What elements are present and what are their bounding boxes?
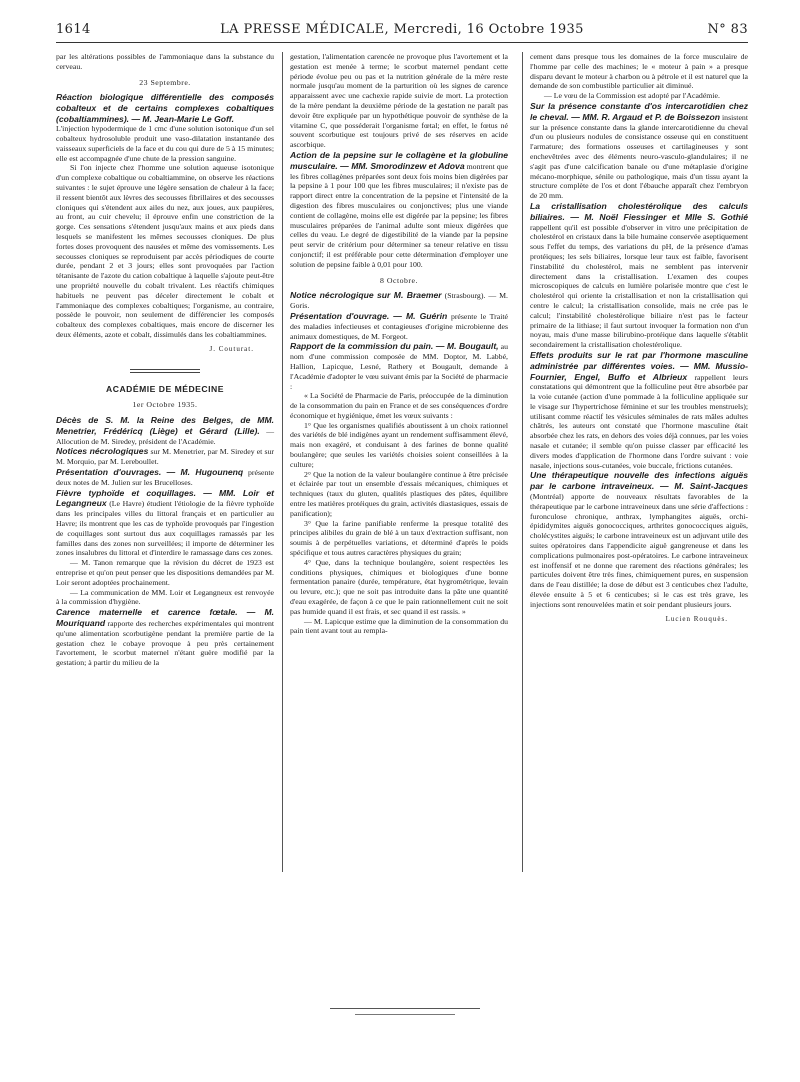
column-1 [56, 52, 274, 668]
article-title: Une thérapeutique nouvelle des infections aiguës par le carbone intraveineux. — M. Saint-Jacques [530, 470, 748, 492]
end-rule [355, 1014, 455, 1015]
end-rule [330, 1008, 480, 1009]
signature: J. Couturat. [209, 344, 254, 353]
paragraph: rapporte des recherches expérimentales qui montrent qu'une alimentation scorbutigène pendant la première partie de la gestation chez le cobaye provoque à peu près certainement l'avortement, le scorbut maternel n'étant guère modifié par la gestation; à partir du milieu de la [56, 619, 275, 668]
paragraph: — La communication de MM. Loir et Legangneux est renvoyée à la commission d'hygiène. [56, 587, 274, 607]
paragraph: sur M. Menetrier, par M. Siredey et sur M. Morquio, par M. Lereboullet. [56, 447, 275, 467]
session-date: 1er Octobre 1935. [132, 400, 198, 410]
column-divider [282, 52, 283, 872]
paragraph: présente le Traité des maladies infectieuses et contagieuses d'origine microbienne des animaux domestiques, de M. Forgeot. [290, 311, 509, 341]
section-heading: ACADÉMIE DE MÉDECINE [106, 383, 224, 394]
quoted-paragraph: « La Société de Pharmacie de Paris, préoccupée de la diminution de la consommation du pain en France et de ses conséquences d'ordre économique et hygiénique, émet les vœux suivants : [290, 391, 508, 420]
article-title: Notices nécrologiques [56, 446, 149, 457]
column-2 [290, 52, 508, 636]
paragraph: présente deux notes de M. Julien sur les Brucelloses. [56, 468, 274, 487]
header-rule [56, 42, 748, 43]
paragraph: (Le Havre) étudient l'étiologie de la fièvre typhoïde dans les principales villes du littoral français et en particulier au Havre; ils montrent que les cas de typhoïde provoqués par l'ingestion de coquillages sont surtout dus aux coquillages ramassés par les familles dans des zones non surveillées; il importe de déterminer les zones insalubres du littoral et d'interdire le ramassage dans ces zones. [56, 499, 274, 558]
issue-number: N° 83 [707, 22, 748, 37]
session-date: 8 Octobre. [380, 275, 418, 285]
paragraph: — Le vœu de la Commission est adopté par l'Académie. [544, 91, 720, 101]
paragraph: Si l'on injecte chez l'homme une solution aqueuse isotonique d'un complexe cobaltique ou cobaltiammine, on observe les réactions suivantes : le sujet éprouve une légère sensation de chaleur à la face; il ressent bientôt aux lèvres des secousses fibrillaires et des secousses cloniques qui s'étendent aux ailes du nez, aux joues, aux paupières, au front, au cuir chevelu; il éprouve enfin une constriction de la gorge. Ces sensations s'étendent jusqu'aux mains et aux pieds dans lesquels se manifestent les mêmes secousses cloniques. De plus fortes doses provoquent des nausées et même des vomissements. Les secousses cloniques se reproduisent par accès périodiques de courte durée, pendant 2 et 3 jours; elles sont provoquées par l'action tétanisante de l'azote du cation cobaltique à laquelle s'ajoute peut-être une propriété nouvelle du cobalt trivalent. Les réactifs chimiques habituels ne peuvent pas déceler directement le cobalt et l'ammoniaque des complexes cobaltiques; l'organisme, au contraire, possède le pouvoir, non seulement de différencier les composés cobalteux des complexes cobaltiques, mais encore de discerner les deux éléments, azote et cobalt, dissimulés dans les cobaltiammines. [56, 163, 274, 339]
article-title: Présentation d'ouvrages. — M. Hugounenq [56, 467, 244, 478]
column-3 [530, 52, 748, 624]
session-date: 23 Septembre. [139, 77, 191, 87]
journal-title: LA PRESSE MÉDICALE, Mercredi, 16 Octobre 1935 [220, 22, 584, 37]
paragraph: rappellent leurs constatations qui démontrent que la folliculine peut être absorbée par la voie cutanée (action d'une pommade à la folliculine appliquée sur le visage sur l'hypertrichose féminine et sur les troubles menstruels); utilisant comme réactif les vésicules séminales de rats mâles adultes châtrés, les auteurs ont constaté que l'hormone masculine était absorbée chez les rats, en dehors des voies déjà connues, par les voies nasale et cutanée; il semble qu'on puisse classer par efficacité les divers modes d'application de l'hormone dans l'ordre suivant : voie nasale, injections sous-cutanées, voie buccale, frictions cutanées. [530, 372, 748, 470]
paragraph: L'injection hypodermique de 1 cmc d'une solution isotonique d'un sel cobalteux hydrosoluble produit une vaso-dilatation instantanée des vaisseaux superficiels de la face et du cou qui dure de 5 à 15 minutes; elle est accompagnée d'une chute de la pression sanguine. [56, 124, 274, 163]
article-title: Carence maternelle et carence fœtale. — M. Mouriquand [56, 607, 274, 629]
column-divider [522, 52, 523, 872]
article-title: Fièvre typhoïde et coquillages. — MM. Loir et Legangneux [56, 487, 274, 509]
paragraph: gestation, l'alimentation carencée ne provoque plus l'avortement et la gestation est menée à terme; le scorbut maternel pendant cette période évolue peu ou pas et la nutrition générale de la mère reste normale jusqu'au moment de la parturition où les signes de carence apparaissent avec une cachexie rapide suivie de mort. La protection de la mère pendant la deuxième période de la gestation ne paraît pas devoir être expliquée par un hypothétique pouvoir de synthèse de la vitamine C, que posséderait l'organisme fœtal; en effet, le fœtus né souvent scorbutique est toujours privé de ses réserves en acide ascorbique. [290, 52, 508, 150]
article-title: Présentation d'ouvrage. — M. Guérin [290, 310, 448, 321]
vow-item: 1° Que les organismes qualifiés aboutissent à un choix rationnel des variétés de blé indigènes ayant un rendement suffisamment élevé, mais non exagéré, et conduisant à des farines de bonne qualité boulangère; que seules les variétés choisies soient conseillées à la culture; [290, 420, 508, 469]
paragraph: au nom d'une commission composée de MM. Doptor, M. Labbé, Hallion, Lapicque, Lesné, Rathery et Bougault, demande à l'Académie d'adopter le vœu suivant émis par la Société de pharmacie : [290, 342, 509, 391]
paragraph: — Allocution de M. Siredey, président de l'Académie. [56, 426, 274, 446]
signature: Lucien Rouquès. [665, 614, 728, 623]
vow-item: 2° Que la notion de la valeur boulangère continue à être précisée et éclairée par tout un ensemble d'essais mécaniques, chimiques et techniques (taux du gluten, qualités plastiques des pâtes, équilibre entre les matières protéiques du grain, activités diastasiques, essais de panification); [290, 469, 508, 518]
paragraph: rappellent qu'il est possible d'observer in vitro une précipitation de cholestérol en cristaux dans la bile humaine conservée aseptiquement sous l'effet du temps, des variations du pH, de la présence d'amas protéiques; les sels biliaires, lorsque leur taux est faible, favorisent l'instabilité du cholestérol, mais ne semblent pas intervenir directement dans la cristallisation. L'examen des coupes microscopiques de calculs en lumière polarisée montre que c'est le cholestérol qui oriente la cristallisation et non la cristallisation qui centre le calcul; la cristallisation consolide, mais ne crée pas le calcul; l'instabilité cholestérolique biliaire n'est pas le facteur primaire de la lithiase; il faut surtout invoquer la formation non d'un noyau, mais d'une masse bilirubino-protéique dans laquelle s'établit secondairement la cristallisation cholestérolique. [530, 222, 748, 350]
page-number: 1614 [56, 22, 91, 37]
paragraph: par les altérations possibles de l'ammoniaque dans la substance du cerveau. [56, 52, 274, 71]
paragraph: cement dans presque tous les domaines de la force musculaire de l'homme par celle des machines; le « moteur à pain » a presque disparu devant le moteur à charbon ou à pétrole et il est naturel que la demande de son combustible particulier ait diminué. [530, 52, 748, 91]
article-title: Réaction biologique différentielle des composés cobalteux et de certains complexes cobaltiques (cobaltiammines). — M. Jean-Marie Le Goff. [56, 92, 274, 124]
article-title: Action de la pepsine sur le collagène et la globuline musculaire. — MM. Smorodinzew et Adova [290, 149, 508, 171]
article-title: Sur la présence constante d'os intercarotidien chez le cheval. — MM. R. Argaud et P. de Boissezon [530, 100, 748, 122]
paragraph: montrent que les fibres collagènes préparées sont deux fois moins bien digérées par la pepsine à 1 pour 100 que les fibres musculaires; il n'existe pas de rapport direct entre la concentration de la pepsine et l'intensité de la digestion des fibres musculaires ou conjonctives; plus une viande contient de collagène, moins elle est digérée par la pepsine; les fibres musculaires préparées de l'animal adulte sont mieux digérées que celles du veau. Le degré de digestibilité de la viande par la pepsine peut servir de critérium pour déterminer sa teneur relative en tissu conjonctif; il est préférable pour cette détermination d'employer une solution de pepsine faible à 0,01 pour 100. [290, 161, 508, 269]
section-separator [130, 369, 200, 373]
vow-item: 3° Que la farine panifiable renferme la presque totalité des principes alibiles du grain de blé à un taux d'extraction suffisant, non soumis à de perpétuelles variations, et déterminé d'après le poids spécifique et tous autres caractères physiques du grain; [290, 518, 508, 558]
paragraph: — M. Tanon remarque que la révision du décret de 1923 est entreprise et qu'on peut penser que les dispositions demandées par M. Loir seront adoptées prochainement. [56, 558, 274, 587]
article-title: Effets produits sur le rat par l'hormone masculine administrée par différentes voies. — MM. Mussio-Fournier, Engel, Buffo et Albrieux [530, 349, 748, 382]
vow-item: 4° Que, dans la technique boulangère, soient respectées les conditions physiques, chimiques et biologiques d'une bonne fermentation panaire (durée, température, état hygrométrique, levain ou levure, etc.); que ne soit pas introduite dans la pâte une quantité d'eau exagérée, de façon à ce que le pain rationnellement cuit ne soit pas humide quand il est frais, et sec quand il est rassis. » [290, 557, 508, 616]
paragraph: insistent sur la présence constante dans la glande intercarotidienne du cheval d'un ou plusieurs nodules de consistance osseuse qui en constituent l'armature; des formations osseuses et cartilagineuses y sont enchevêtrées avec des éléments neuro-vasculo-glandulaires; il ne s'agit pas d'une calcification banale ou d'une métaplasie d'origine mécano-morphique, sénile ou pathologique, mais d'un tissu ayant la structure complète de l'os et dont l'ébauche apparaît chez l'embryon de 20 mm. [530, 112, 748, 201]
running-header [56, 22, 748, 42]
paragraph: — M. Lapicque estime que la diminution de la consommation du pain tient avant tout au rempla- [290, 616, 508, 636]
article-title: Notice nécrologique sur M. Braemer [290, 290, 442, 301]
paragraph: (Montréal) apporte de nouveaux résultats favorables de la thérapeutique par le carbone intraveineux dans une série d'affections : furonculose chronique, anthrax, lymphangites aiguës, orchi-épididymites aiguës gonococciques, arthrites gonococciques aiguës, cholécystites aiguës; le carbone intraveineux est un adjuvant utile des suites opératoires dans l'appendicite aiguë gangreneuse et dans les complications pulmonaires post-opératoires. Le carbone intraveineux est inoffensif et ne donne que rarement des réactions générales; les particules doivent être très fines, chimiquement pures, en suspension dans de l'eau distillée; la dose de début est 3 centicubes chez l'adulte, élevée ensuite à 5 et 6 centicubes; si le cas est très grave, les injections sont renouvelées matin et soir pendant plusieurs jours. [530, 492, 748, 609]
article-title: Rapport de la commission du pain. — M. Bougault, [290, 341, 499, 352]
article-title: La cristallisation cholestérolique des calculs biliaires. — M. Noël Fiessinger et Mlle S. Gothié [530, 200, 748, 222]
article-title: Décès de S. M. la Reine des Belges, de MM. Menetrier, Frédéricq (Liège) et Gérard (Lille). [56, 415, 274, 436]
paragraph: (Strasbourg). — M. Goris. [290, 291, 508, 311]
